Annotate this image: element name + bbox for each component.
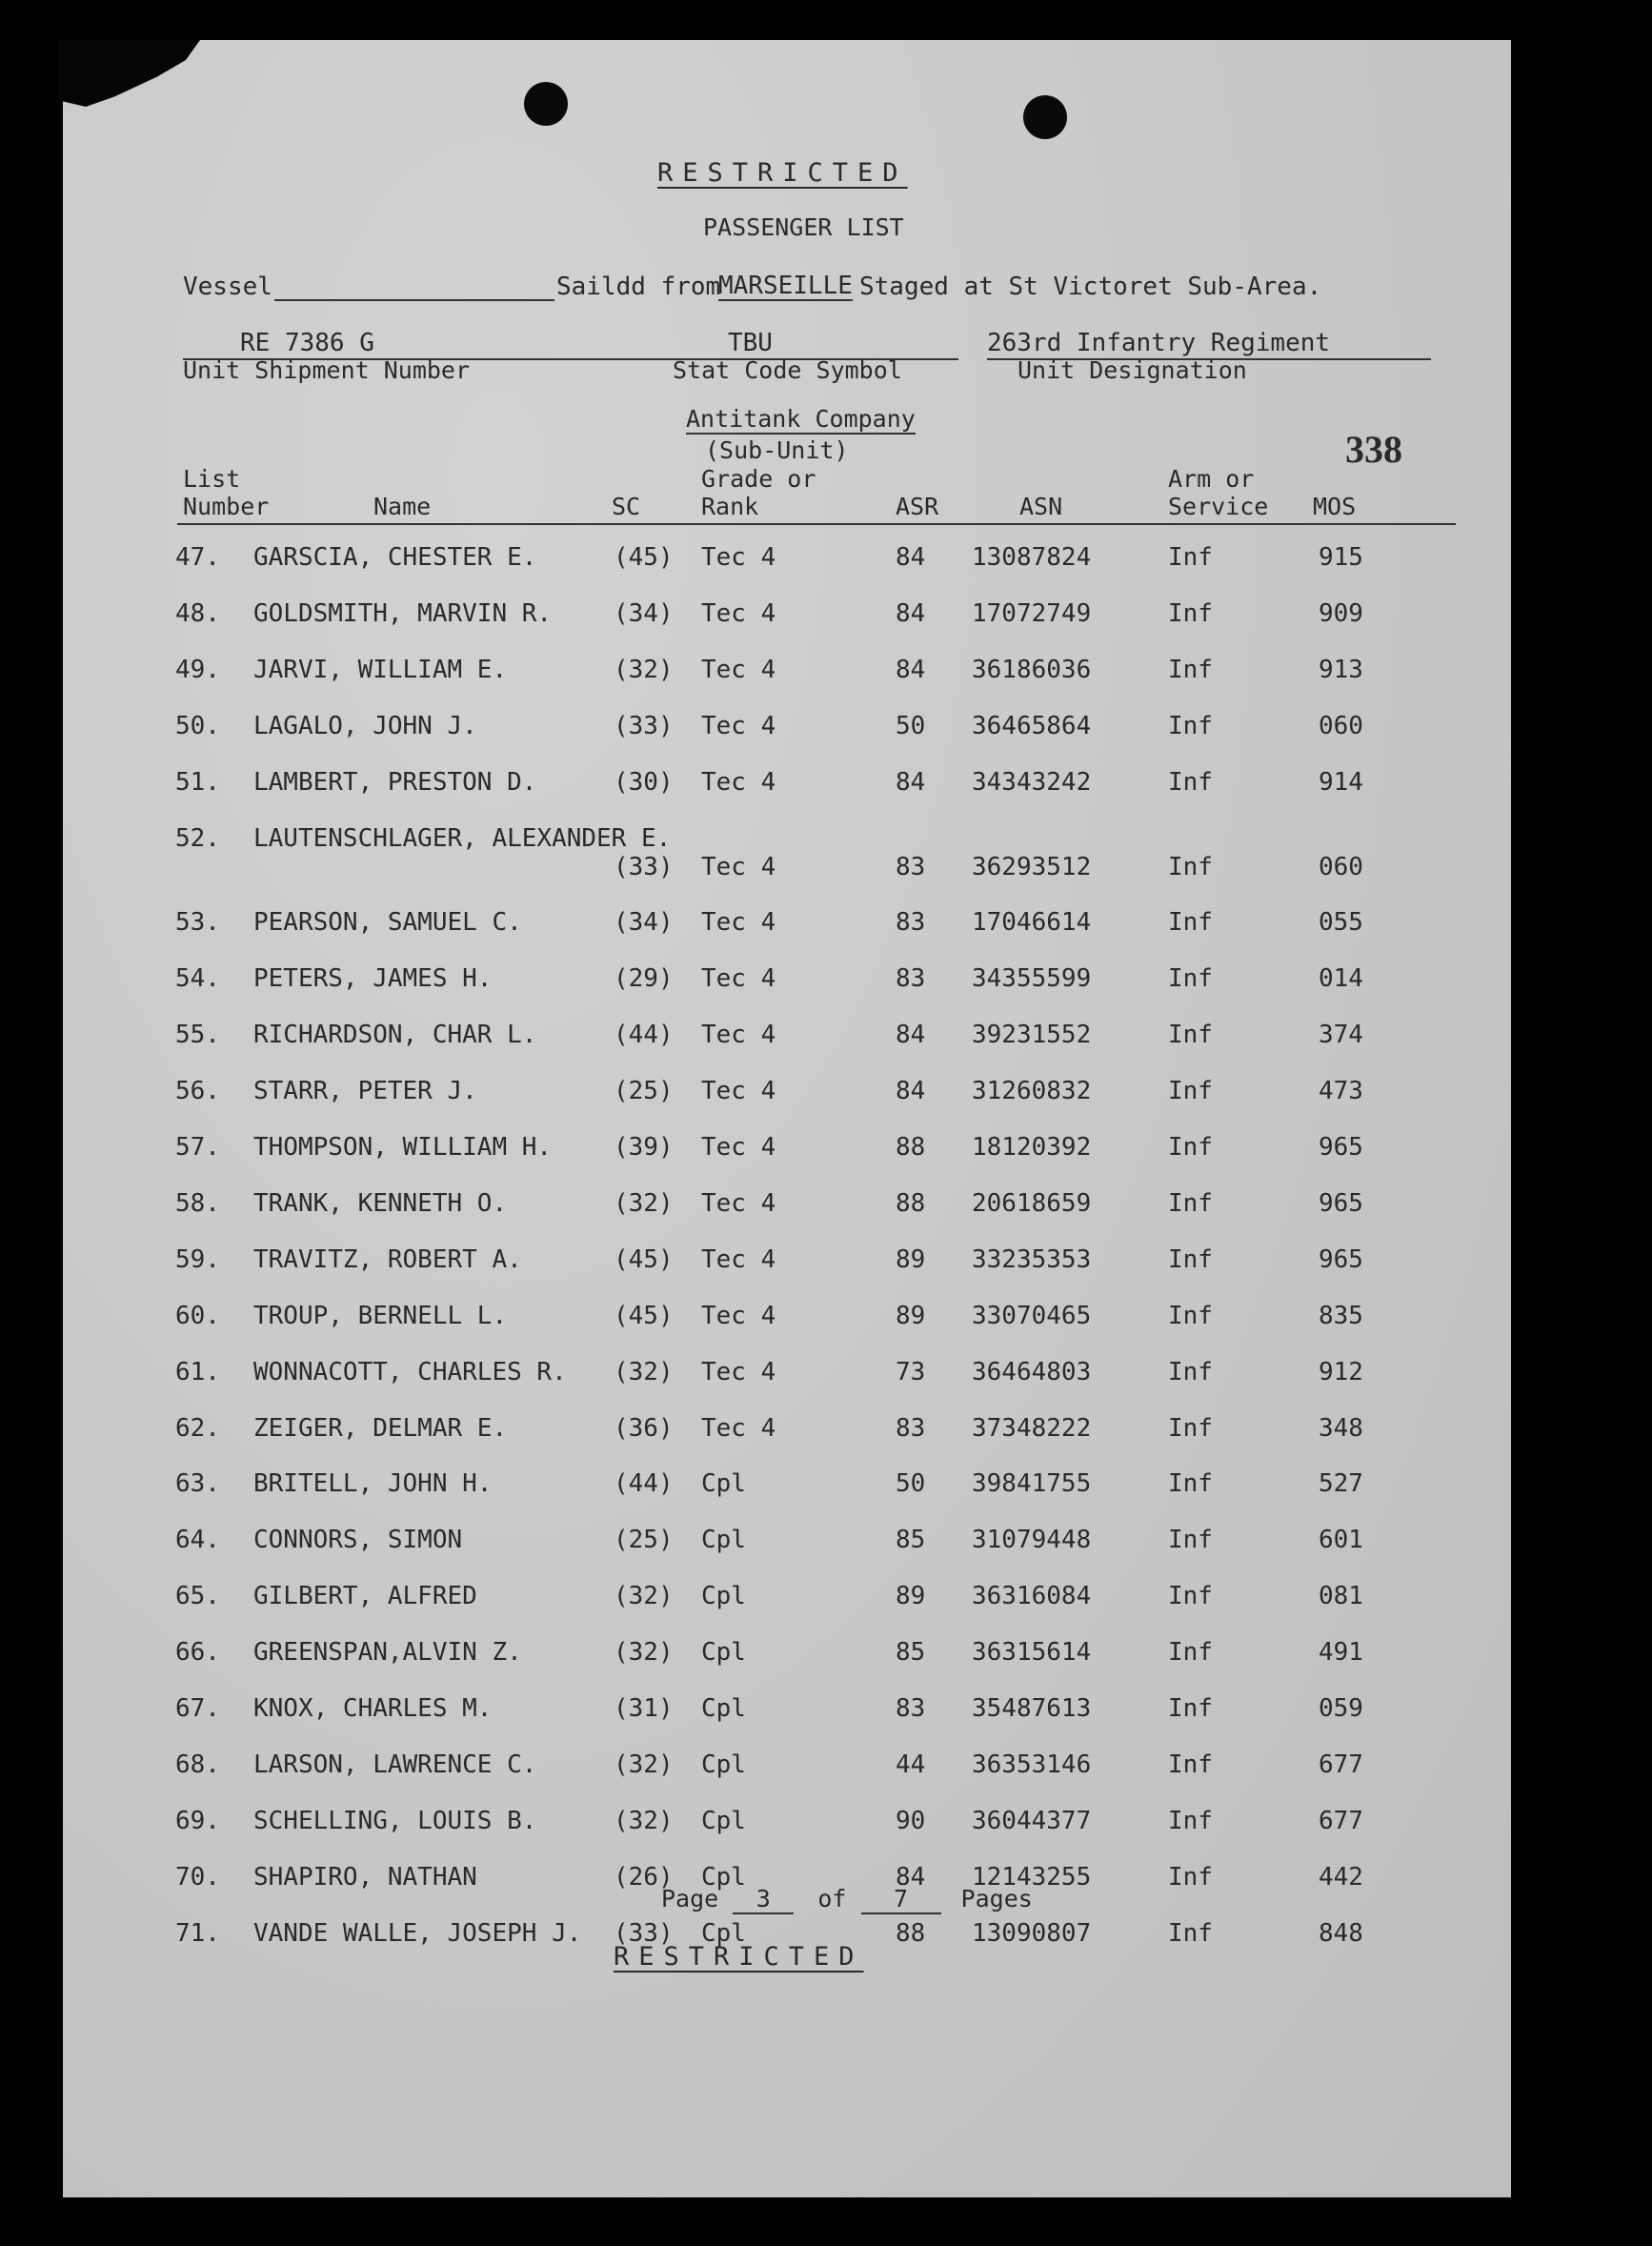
cell-grade: Tec 4 [701, 767, 776, 797]
table-row [63, 908, 1473, 946]
cell-mos: 914 [1319, 767, 1363, 797]
col-grade: Grade or Rank [701, 465, 816, 520]
cell-asr: 89 [896, 1244, 926, 1274]
table-row [63, 1807, 1473, 1845]
cell-grade: Tec 4 [701, 908, 776, 938]
cell-num: 50. [175, 711, 220, 740]
table-row [63, 656, 1473, 694]
cell-name: GARSCIA, CHESTER E. [253, 543, 537, 572]
cell-asn: 36316084 [972, 1582, 1092, 1611]
unit-designation-label: Unit Designation [1017, 356, 1247, 384]
cell-grade: Cpl [701, 1750, 746, 1779]
classification-header: RESTRICTED [657, 158, 908, 188]
cell-asn: 36353146 [972, 1750, 1092, 1779]
table-row [63, 1582, 1473, 1620]
cell-grade: Cpl [701, 1469, 746, 1499]
cell-asr: 84 [896, 655, 926, 684]
cell-grade: Tec 4 [701, 655, 776, 684]
cell-grade: Cpl [701, 1806, 746, 1835]
cell-mos: 374 [1319, 1021, 1363, 1050]
punch-hole-right [1023, 95, 1067, 139]
vessel-value-line [274, 295, 554, 301]
cell-num: 61. [175, 1357, 220, 1386]
cell-sc: (36) [614, 1413, 674, 1443]
cell-asn: 33235353 [972, 1244, 1092, 1274]
cell-asn: 17072749 [972, 598, 1092, 628]
cell-name: BRITELL, JOHN H. [253, 1469, 493, 1499]
cell-grade: Cpl [701, 1582, 746, 1611]
cell-asr: 88 [896, 1918, 926, 1948]
cell-sc: (34) [614, 598, 674, 628]
cell-asn: 34355599 [972, 964, 1092, 994]
table-row [63, 1694, 1473, 1732]
cell-asr: 85 [896, 1526, 926, 1555]
cell-name: VANDE WALLE, JOSEPH J. [253, 1918, 582, 1948]
table-row [63, 1245, 1473, 1284]
table-row [63, 1021, 1473, 1059]
table-row [63, 1077, 1473, 1115]
cell-asr: 90 [896, 1806, 926, 1835]
table-row [63, 1302, 1473, 1340]
cell-name: THOMPSON, WILLIAM H. [253, 1133, 553, 1162]
cell-grade: Tec 4 [701, 1133, 776, 1162]
cell-num: 49. [175, 655, 220, 684]
cell-arm: Inf [1168, 1526, 1213, 1555]
cell-asr: 88 [896, 1133, 926, 1162]
cell-grade: Tec 4 [701, 1357, 776, 1386]
cell-name: KNOX, CHARLES M. [253, 1694, 493, 1723]
cell-grade: Cpl [701, 1526, 746, 1555]
cell-arm: Inf [1168, 1694, 1213, 1723]
table-row [63, 768, 1473, 806]
cell-num: 55. [175, 1021, 220, 1050]
cell-num: 56. [175, 1077, 220, 1106]
cell-sc: (31) [614, 1694, 674, 1723]
cell-arm: Inf [1168, 1413, 1213, 1443]
cell-name: LAMBERT, PRESTON D. [253, 767, 537, 797]
cell-arm: Inf [1168, 543, 1213, 572]
table-row [63, 1469, 1473, 1507]
cell-name: ZEIGER, DELMAR E. [253, 1413, 508, 1443]
cell-arm: Inf [1168, 1188, 1213, 1218]
cell-num: 59. [175, 1244, 220, 1274]
cell-mos: 442 [1319, 1862, 1363, 1892]
unit-shipment-label: Unit Shipment Number [183, 356, 471, 384]
cell-asr: 84 [896, 1077, 926, 1106]
cell-grade: Tec 4 [701, 1188, 776, 1218]
cell-mos: 965 [1319, 1188, 1363, 1218]
cell-num: 71. [175, 1918, 220, 1948]
cell-arm: Inf [1168, 1750, 1213, 1779]
cell-name: SHAPIRO, NATHAN [253, 1862, 477, 1892]
table-row [63, 599, 1473, 637]
cell-mos: 677 [1319, 1750, 1363, 1779]
cell-sc: (25) [614, 1077, 674, 1106]
cell-asn: 17046614 [972, 908, 1092, 938]
table-row [63, 823, 1473, 881]
cell-sc: (44) [614, 1021, 674, 1050]
cell-asn: 39841755 [972, 1469, 1092, 1499]
cell-asr: 89 [896, 1301, 926, 1330]
cell-mos: 348 [1319, 1413, 1363, 1443]
cell-num: 47. [175, 543, 220, 572]
cell-grade: Tec 4 [701, 1244, 776, 1274]
cell-arm: Inf [1168, 655, 1213, 684]
stat-code: TBU [673, 328, 958, 360]
punch-hole-left [524, 82, 568, 126]
cell-mos: 473 [1319, 1077, 1363, 1106]
cell-name: LAGALO, JOHN J. [253, 711, 477, 740]
cell-mos: 909 [1319, 598, 1363, 628]
table-row [63, 1189, 1473, 1227]
unit-shipment-number: RE 7386 G [183, 328, 707, 360]
table-row [63, 1638, 1473, 1676]
cell-sc: (34) [614, 908, 674, 938]
col-sc: SC [612, 493, 641, 520]
document-page [63, 40, 1511, 2197]
cell-asr: 83 [896, 1694, 926, 1723]
cell-grade: Cpl [701, 1694, 746, 1723]
cell-asr: 44 [896, 1750, 926, 1779]
torn-corner [57, 40, 200, 107]
cell-mos: 965 [1319, 1244, 1363, 1274]
cell-asn: 13090807 [972, 1918, 1092, 1948]
cell-asn: 31260832 [972, 1077, 1092, 1106]
cell-sc: (33) [614, 711, 674, 740]
cell-sc: (45) [614, 1244, 674, 1274]
cell-asn: 36186036 [972, 655, 1092, 684]
cell-asn: 12143255 [972, 1862, 1092, 1892]
cell-arm: Inf [1168, 1582, 1213, 1611]
cell-asr: 83 [896, 1413, 926, 1443]
col-asn: ASN [1019, 493, 1063, 520]
cell-num: 60. [175, 1301, 220, 1330]
cell-mos: 081 [1319, 1582, 1363, 1611]
col-name: Name [373, 493, 432, 520]
cell-sc: (32) [614, 655, 674, 684]
col-mos: MOS [1313, 493, 1357, 520]
cell-num: 58. [175, 1188, 220, 1218]
list-title: PASSENGER LIST [703, 213, 904, 241]
cell-sc: (26) [614, 1862, 674, 1892]
cell-name: WONNACOTT, CHARLES R. [253, 1357, 567, 1386]
cell-asn: 36293512 [972, 852, 1092, 881]
cell-asr: 83 [896, 964, 926, 994]
cell-num: 54. [175, 964, 220, 994]
cell-sc: (32) [614, 1582, 674, 1611]
page-stamp-number: 338 [1345, 428, 1402, 471]
cell-num: 57. [175, 1133, 220, 1162]
table-row [63, 964, 1473, 1002]
col-asr: ASR [896, 493, 939, 520]
cell-grade: Tec 4 [701, 1077, 776, 1106]
cell-sc: (44) [614, 1469, 674, 1499]
cell-arm: Inf [1168, 908, 1213, 938]
cell-num: 52. [175, 823, 220, 853]
cell-asr: 89 [896, 1582, 926, 1611]
cell-asr: 83 [896, 908, 926, 938]
cell-arm: Inf [1168, 1021, 1213, 1050]
cell-mos: 060 [1319, 852, 1363, 881]
vessel-label: Vessel [183, 273, 272, 301]
cell-mos: 527 [1319, 1469, 1363, 1499]
page-counter: Page 3 of 7 Pages [661, 1885, 1033, 1912]
cell-name: SCHELLING, LOUIS B. [253, 1806, 537, 1835]
cell-asn: 34343242 [972, 767, 1092, 797]
cell-name: RICHARDSON, CHAR L. [253, 1021, 537, 1050]
cell-name: STARR, PETER J. [253, 1077, 477, 1106]
table-row [63, 1133, 1473, 1171]
cell-grade: Tec 4 [701, 711, 776, 740]
cell-sc: (33) [614, 852, 674, 881]
cell-arm: Inf [1168, 767, 1213, 797]
cell-grade: Tec 4 [701, 598, 776, 628]
cell-sc: (32) [614, 1357, 674, 1386]
staged-at: Staged at St Victoret Sub-Area. [859, 273, 1322, 301]
cell-sc: (45) [614, 543, 674, 572]
cell-mos: 835 [1319, 1301, 1363, 1330]
cell-name: PETERS, JAMES H. [253, 964, 493, 994]
cell-name: GREENSPAN,ALVIN Z. [253, 1638, 522, 1668]
cell-asr: 84 [896, 767, 926, 797]
cell-asn: 31079448 [972, 1526, 1092, 1555]
cell-arm: Inf [1168, 1806, 1213, 1835]
cell-grade: Cpl [701, 1638, 746, 1668]
classification-footer: RESTRICTED [614, 1942, 864, 1972]
cell-mos: 915 [1319, 543, 1363, 572]
cell-grade: Tec 4 [701, 964, 776, 994]
cell-num: 66. [175, 1638, 220, 1668]
cell-num: 64. [175, 1526, 220, 1555]
cell-num: 69. [175, 1806, 220, 1835]
table-row [63, 1750, 1473, 1789]
cell-sc: (33) [614, 1918, 674, 1948]
cell-arm: Inf [1168, 1301, 1213, 1330]
cell-grade: Cpl [701, 1862, 746, 1892]
cell-sc: (29) [614, 964, 674, 994]
cell-num: 48. [175, 598, 220, 628]
cell-grade: Cpl [701, 1918, 746, 1948]
cell-arm: Inf [1168, 598, 1213, 628]
cell-sc: (32) [614, 1750, 674, 1779]
cell-asr: 50 [896, 1469, 926, 1499]
cell-asr: 50 [896, 711, 926, 740]
cell-arm: Inf [1168, 1357, 1213, 1386]
cell-asr: 73 [896, 1357, 926, 1386]
cell-asn: 36315614 [972, 1638, 1092, 1668]
cell-sc: (45) [614, 1301, 674, 1330]
cell-num: 53. [175, 908, 220, 938]
cell-mos: 912 [1319, 1357, 1363, 1386]
cell-asn: 36464803 [972, 1357, 1092, 1386]
cell-asn: 39231552 [972, 1021, 1092, 1050]
cell-num: 65. [175, 1582, 220, 1611]
table-row [63, 1358, 1473, 1396]
table-row [63, 1414, 1473, 1452]
cell-asn: 20618659 [972, 1188, 1092, 1218]
cell-arm: Inf [1168, 1638, 1213, 1668]
cell-num: 67. [175, 1694, 220, 1723]
cell-num: 62. [175, 1413, 220, 1443]
cell-num: 63. [175, 1469, 220, 1499]
cell-asn: 33070465 [972, 1301, 1092, 1330]
cell-asr: 83 [896, 852, 926, 881]
cell-grade: Tec 4 [701, 543, 776, 572]
cell-num: 68. [175, 1750, 220, 1779]
header-rule [177, 523, 1456, 525]
cell-num: 51. [175, 767, 220, 797]
cell-num: 70. [175, 1862, 220, 1892]
table-row [63, 543, 1473, 581]
cell-grade: Tec 4 [701, 1413, 776, 1443]
unit-designation: 263rd Infantry Regiment [987, 328, 1431, 360]
col-arm: Arm or Service [1168, 465, 1269, 520]
cell-sc: (32) [614, 1188, 674, 1218]
cell-mos: 965 [1319, 1133, 1363, 1162]
cell-asr: 84 [896, 1021, 926, 1050]
sailed-from-label: Saildd from [556, 273, 721, 301]
cell-asn: 35487613 [972, 1694, 1092, 1723]
cell-name: PEARSON, SAMUEL C. [253, 908, 522, 938]
cell-sc: (32) [614, 1638, 674, 1668]
cell-asr: 84 [896, 543, 926, 572]
cell-name: GILBERT, ALFRED [253, 1582, 477, 1611]
cell-grade: Tec 4 [701, 852, 776, 881]
cell-asr: 88 [896, 1188, 926, 1218]
cell-arm: Inf [1168, 1862, 1213, 1892]
cell-sc: (25) [614, 1526, 674, 1555]
cell-name: LAUTENSCHLAGER, ALEXANDER E. [253, 823, 672, 853]
sub-unit: Antitank Company [686, 405, 916, 433]
cell-mos: 055 [1319, 908, 1363, 938]
cell-name: GOLDSMITH, MARVIN R. [253, 598, 553, 628]
col-list-number: List Number [183, 465, 270, 520]
stat-code-label: Stat Code Symbol [673, 356, 902, 384]
cell-name: CONNORS, SIMON [253, 1526, 463, 1555]
cell-name: TRANK, KENNETH O. [253, 1188, 508, 1218]
cell-arm: Inf [1168, 711, 1213, 740]
cell-asn: 18120392 [972, 1133, 1092, 1162]
cell-asn: 13087824 [972, 543, 1092, 572]
cell-sc: (39) [614, 1133, 674, 1162]
cell-arm: Inf [1168, 1133, 1213, 1162]
cell-asn: 37348222 [972, 1413, 1092, 1443]
cell-mos: 677 [1319, 1806, 1363, 1835]
cell-mos: 491 [1319, 1638, 1363, 1668]
cell-sc: (30) [614, 767, 674, 797]
cell-arm: Inf [1168, 964, 1213, 994]
table-row [63, 1526, 1473, 1564]
sub-unit-label: (Sub-Unit) [705, 436, 849, 464]
cell-name: TROUP, BERNELL L. [253, 1301, 508, 1330]
cell-mos: 060 [1319, 711, 1363, 740]
cell-mos: 601 [1319, 1526, 1363, 1555]
cell-arm: Inf [1168, 852, 1213, 881]
cell-name: TRAVITZ, ROBERT A. [253, 1244, 522, 1274]
cell-mos: 848 [1319, 1918, 1363, 1948]
cell-asr: 84 [896, 1862, 926, 1892]
cell-name: LARSON, LAWRENCE C. [253, 1750, 537, 1779]
cell-asr: 85 [896, 1638, 926, 1668]
cell-asr: 84 [896, 598, 926, 628]
cell-asn: 36044377 [972, 1806, 1092, 1835]
cell-mos: 059 [1319, 1694, 1363, 1723]
cell-mos: 913 [1319, 655, 1363, 684]
cell-arm: Inf [1168, 1469, 1213, 1499]
cell-name: JARVI, WILLIAM E. [253, 655, 508, 684]
cell-arm: Inf [1168, 1244, 1213, 1274]
cell-asn: 36465864 [972, 711, 1092, 740]
sailed-from-value: MARSEILLE [718, 272, 853, 300]
table-row [63, 712, 1473, 750]
cell-arm: Inf [1168, 1918, 1213, 1948]
cell-grade: Tec 4 [701, 1021, 776, 1050]
cell-arm: Inf [1168, 1077, 1213, 1106]
cell-sc: (32) [614, 1806, 674, 1835]
cell-mos: 014 [1319, 964, 1363, 994]
cell-grade: Tec 4 [701, 1301, 776, 1330]
